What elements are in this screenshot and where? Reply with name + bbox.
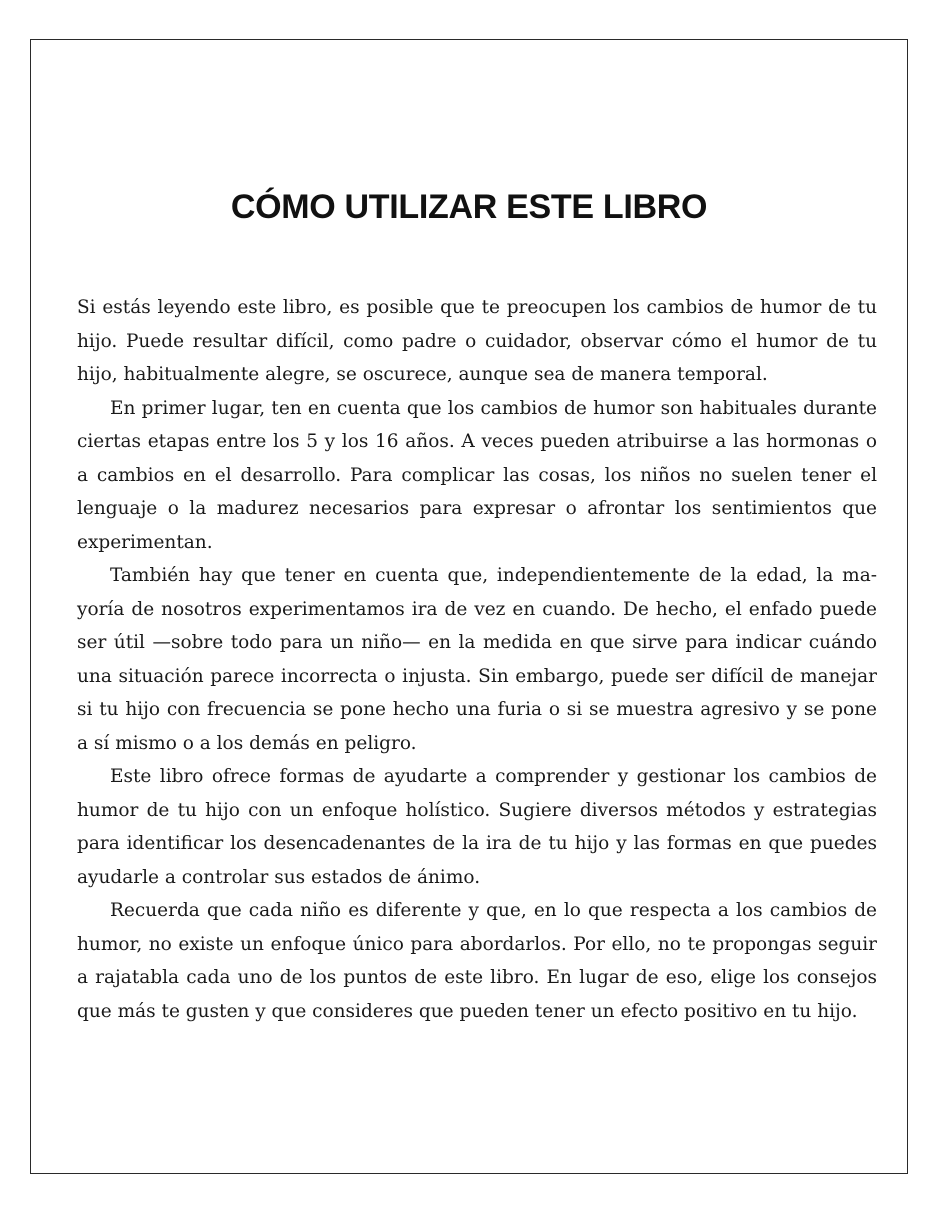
book-page: [30, 39, 908, 1174]
paragraph-3: También hay que tener en cuenta que, independientemente de la edad, la mayoría de nosotros experimentamos ira de vez en cuando. De hecho, el enfado puede ser útil —sobre todo para un niño— en la medida en que sirve para indicar cuándo una situación parece incorrecta o injusta. Sin embargo, puede ser difícil de manejar si tu hijo con frecuencia se pone hecho una furia o si se muestra agresivo y se pone a sí mismo o a los demás en peligro.: [77, 565, 877, 754]
body-text: [77, 291, 877, 1028]
paragraph-5: Recuerda que cada niño es diferente y que, en lo que respecta a los cambios de humor, no existe un enfoque único para abordarlos. Por ello, no te propongas seguir a rajatabla cada uno de los puntos de este libro. En lugar de eso, elige los consejos que más te gusten y que consideres que pueden tener un efecto positivo en tu hijo.: [77, 900, 877, 1022]
page-title: CÓMO UTILIZAR ESTE LIBRO: [230, 188, 708, 226]
paragraph-4: Este libro ofrece formas de ayudarte a comprender y gestionar los cambios de humor de tu hijo con un enfoque holístico. Sugiere diversos métodos y estrategias para identificar los desencadenantes de la ira de tu hijo y las formas en que puedes ayudarle a controlar sus estados de ánimo.: [77, 766, 877, 888]
paragraph-1: Si estás leyendo este libro, es posible que te preocupen los cambios de humor de tu hijo. Puede resultar difícil, como padre o cuidador, observar cómo el humor de tu hijo, habitualmente alegre, se oscurece, aunque sea de manera temporal.: [77, 297, 877, 385]
paragraph-2: En primer lugar, ten en cuenta que los cambios de humor son habituales durante ciertas etapas entre los 5 y los 16 años. A veces pueden atribuirse a las hormonas o a cambios en el desarrollo. Para complicar las cosas, los niños no suelen tener el lenguaje o la madurez necesarios para expresar o afrontar los sentimientos que experimentan.: [77, 397, 877, 553]
